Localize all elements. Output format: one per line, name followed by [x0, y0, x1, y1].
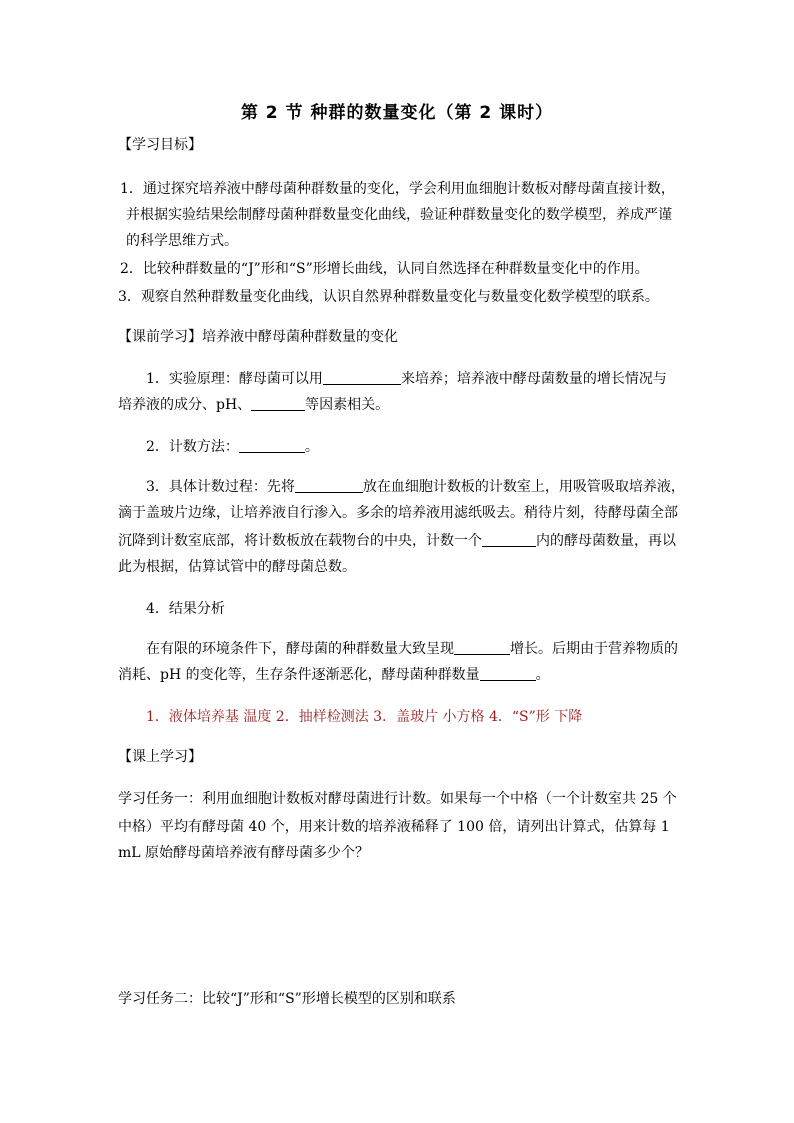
principle-line-1 [146, 370, 667, 388]
result-blank-1[interactable] [454, 640, 510, 655]
principle-text-a: 1．实验原理：酵母菌可以用 [146, 371, 323, 387]
task-1-line-3: mL 原始酵母菌培养液有酵母菌多少个？ [118, 845, 370, 861]
principle-blank-1[interactable] [323, 370, 401, 385]
answer-key: 1．液体培养基 温度 2．抽样检测法 3．盖玻片 小方格 4．“S”形 下降 [146, 709, 583, 725]
result-line-1 [146, 640, 678, 658]
procedure-text-b: 放在血细胞计数板的计数室上，用吸管吸取培养液， [362, 479, 685, 495]
principle-line-2 [118, 396, 389, 414]
result-text-c: 消耗、pH 的变化等，生存条件逐渐恶化，酵母菌种群数量 [118, 667, 480, 683]
objective-1-line-2: 并根据实验结果绘制酵母菌种群数量变化曲线，验证种群数量变化的数学模型，养成严谨 [126, 207, 672, 223]
task-2: 学习任务二：比较“J”形和“S”形增长模型的区别和联系 [118, 991, 456, 1007]
counting-method-blank[interactable] [239, 438, 305, 453]
prestudy-heading: 【课前学习】培养液中酵母菌种群数量的变化 [118, 329, 398, 345]
procedure-line-1 [146, 478, 685, 496]
procedure-text-d: 内的酵母菌数量，再以 [536, 533, 676, 549]
objective-1-line-1: 1．通过探究培养液中酵母菌种群数量的变化，学会利用血细胞计数板对酵母菌直接计数， [120, 181, 675, 197]
procedure-line-3 [118, 532, 676, 550]
objective-3: 3．观察自然种群数量变化曲线，认识自然界种群数量变化与数量变化数学模型的联系。 [118, 289, 659, 305]
classstudy-heading: 【课上学习】 [118, 749, 202, 765]
procedure-text-c: 沉降到计数室底部，将计数板放在载物台的中央，计数一个 [118, 533, 482, 549]
procedure-blank-1[interactable] [295, 478, 363, 493]
objective-2: 2．比较种群数量的“J”形和“S”形增长曲线，认同自然选择在种群数量变化中的作用。 [120, 261, 649, 277]
result-text-a: 在有限的环境条件下，酵母菌的种群数量大致呈现 [146, 641, 454, 657]
result-heading: 4．结果分析 [146, 601, 225, 617]
objectives-heading: 【学习目标】 [118, 137, 202, 153]
procedure-line-4: 此为根据，估算试管中的酵母菌总数。 [118, 559, 356, 575]
procedure-text-a: 3．具体计数过程：先将 [146, 479, 295, 495]
counting-method-end: 。 [304, 439, 319, 455]
procedure-line-2: 滴于盖玻片边缘，让培养液自行渗入。多余的培养液用滤纸吸去。稍待片刻，待酵母菌全部 [118, 505, 678, 521]
principle-text-c: 培养液的成分、pH、 [118, 397, 252, 413]
task-1-line-2: 中格）平均有酵母菌 40 个，用来计数的培养液稀释了 100 倍，请列出计算式，估算每 1 [118, 819, 670, 835]
result-text-d: 。 [535, 667, 550, 683]
task-1-line-1: 学习任务一：利用血细胞计数板对酵母菌进行计数。如果每一个中格（一个计数室共 25 个 [118, 791, 677, 807]
result-blank-2[interactable] [480, 666, 536, 681]
counting-method-text: 2．计数方法： [146, 439, 239, 455]
counting-method-line [146, 438, 319, 456]
result-text-b: 增长。后期由于营养物质的 [510, 641, 678, 657]
objective-1-line-3: 的科学思维方式。 [126, 233, 238, 249]
result-line-2 [118, 666, 550, 684]
principle-text-b: 来培养；培养液中酵母菌数量的增长情况与 [400, 371, 667, 387]
page-title: 第 2 节 种群的数量变化（第 2 课时） [240, 103, 554, 123]
principle-blank-2[interactable] [251, 396, 305, 411]
procedure-blank-2[interactable] [482, 532, 536, 547]
principle-text-d: 等因素相关。 [305, 397, 390, 413]
